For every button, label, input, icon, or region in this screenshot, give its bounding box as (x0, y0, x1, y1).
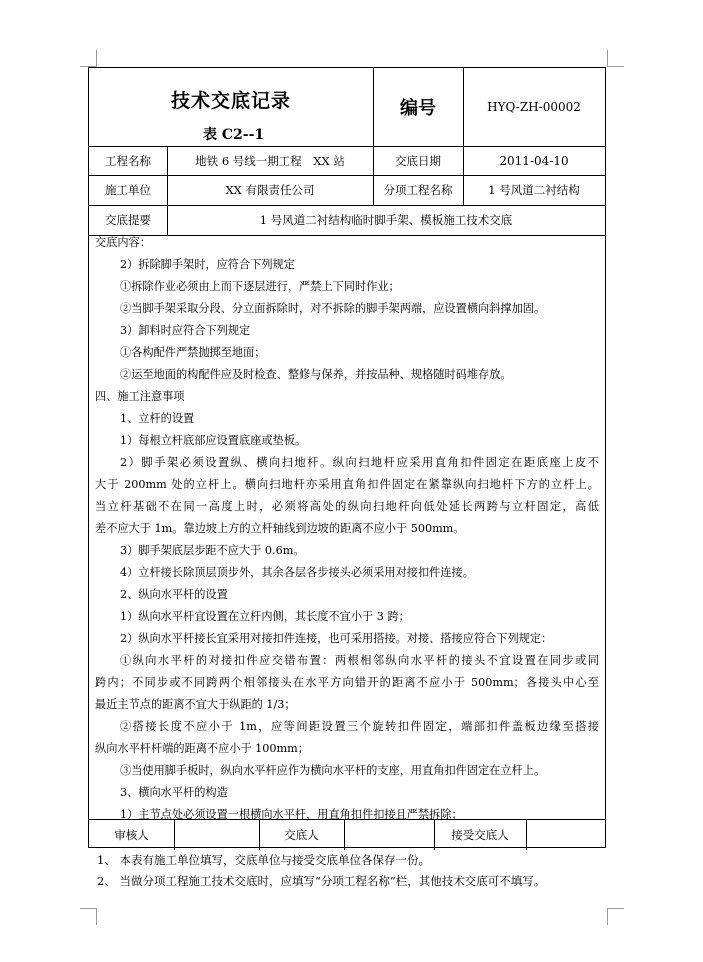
content-line: 交底内容： (95, 236, 151, 249)
content-line: ②当脚手架采取分段、分立面拆除时，对不拆除的脚手架两端，应设置横向斜撑加固。 (120, 302, 546, 315)
content-line: ①拆除作业必须由上而下逐层进行，严禁上下同时作业； (120, 280, 400, 293)
content-line: 四、施工注意事项 (95, 390, 185, 403)
receiver-label: 接受交底人 (451, 828, 509, 842)
discloser-label: 交底人 (284, 828, 319, 842)
date-value: 2011-04-10 (499, 153, 569, 168)
date-label: 交底日期 (395, 153, 441, 168)
content-line: ②运至地面的构配件应及时检查、整修与保养，并按品种、规格随时码堆存放。 (120, 368, 512, 381)
content-line: 纵向水平杆杆端的距离不应小于 100mm； (95, 742, 309, 755)
project-name-label: 工程名称 (105, 153, 151, 168)
bianhao-label: 编号 (400, 98, 436, 119)
summary-value: 1 号风道二衬结构临时脚手架、模板施工技术交底 (259, 213, 513, 227)
crop-mark-bottom-left (80, 908, 97, 925)
content-line: 跨内；不同步或不同跨两个相邻接头在水平方向错开的距离不应小于 500mm；各接头中心至 (95, 676, 599, 689)
summary-label: 交底提要 (105, 213, 151, 227)
sub-project-label: 分项工程名称 (383, 183, 453, 197)
bianhao-value: HYQ-ZH-00002 (487, 100, 581, 114)
sub-project-value: 1 号风道二衬结构 (488, 183, 580, 197)
content-line: 2）纵向水平杆接长宜采用对接扣件连接，也可采用搭接。对接、搭接应符合下列规定： (120, 632, 553, 645)
content-line: 1）主节点处必须设置一根横向水平杆，用直角扣件扣接且严禁拆除； (120, 808, 463, 821)
content-line: 1）每根立杆底部应设置底座或垫板。 (120, 434, 307, 447)
unit-label: 施工单位 (105, 183, 151, 197)
content-line: ①纵向水平杆的对接扣件应交错布置：两根相邻纵向水平杆的接头不宜设置在同步或同 (120, 654, 599, 667)
content-line: 当立杆基础不在同一高度上时，必须将高处的纵向扫地杆向低处延长两跨与立杆固定，高低 (95, 500, 599, 513)
content-line: ②搭接长度不应小于 1m，应等间距设置三个旋转扣件固定，端部扣件盖板边缘至搭接 (120, 720, 599, 733)
content-line: 3）卸料时应符合下列规定 (120, 324, 251, 337)
content-line: 3）脚手架底层步距不应大于 0.6m。 (120, 544, 305, 557)
unit-row (89, 175, 605, 206)
crop-mark-bottom-right (607, 908, 624, 925)
note-2: 2、 当做分项工程施工技术交底时，应填写“分项工程名称”栏，其他技术交底可不填写。 (97, 874, 546, 888)
content-line: 1、立杆的设置 (120, 412, 195, 425)
crop-mark-top-left (80, 50, 97, 67)
unit-value: XX 有限责任公司 (225, 183, 315, 197)
content-line: 3、横向水平杆的构造 (120, 786, 228, 799)
form-number: 表 C2--1 (203, 127, 265, 143)
crop-mark-top-right (607, 50, 624, 67)
content-line: 4）立杆接长除顶层顶步外，其余各层各步接头必须采用对接扣件连接。 (120, 566, 474, 579)
note-1: 1、 本表有施工单位填写，交底单位与接受交底单位各保存一份。 (97, 853, 430, 867)
content-line: 差不应大于 1m。靠边坡上方的立杆轴线到边坡的距离不应小于 500mm。 (95, 522, 465, 535)
content-line: 1）纵向水平杆宜设置在立杆内侧，其长度不宜小于 3 跨； (120, 610, 410, 623)
content-line: 2）脚手架必须设置纵、横向扫地杆。纵向扫地杆应采用直角扣件固定在距底座上皮不 (120, 456, 599, 469)
disclosure-content (89, 235, 605, 819)
content-line: ③当使用脚手板时，纵向水平杆应作为横向水平杆的支座，用直角扣件固定在立杆上。 (120, 764, 546, 777)
content-line: ①各构配件严禁抛掷至地面； (120, 346, 266, 359)
document-title: 技术交底记录 (170, 90, 291, 112)
content-line: 2、纵向水平杆的设置 (120, 588, 228, 601)
content-line: 最近主节点的距离不宜大于纵距的 1/3； (95, 698, 296, 711)
disclosure-record-table (88, 67, 606, 848)
content-line: 大于 200mm 处的立杆上。横向扫地杆亦采用直角扣件固定在紧靠纵向扫地杆下方的立杆上。 (95, 478, 599, 491)
project-name-value: 地铁 6 号线一期工程 XX 站 (195, 153, 345, 168)
project-row (89, 146, 605, 176)
content-line: 2）拆除脚手架时，应符合下列规定 (120, 258, 295, 271)
header-row (89, 68, 605, 147)
signature-row (89, 819, 605, 850)
reviewer-label: 审核人 (114, 828, 149, 842)
